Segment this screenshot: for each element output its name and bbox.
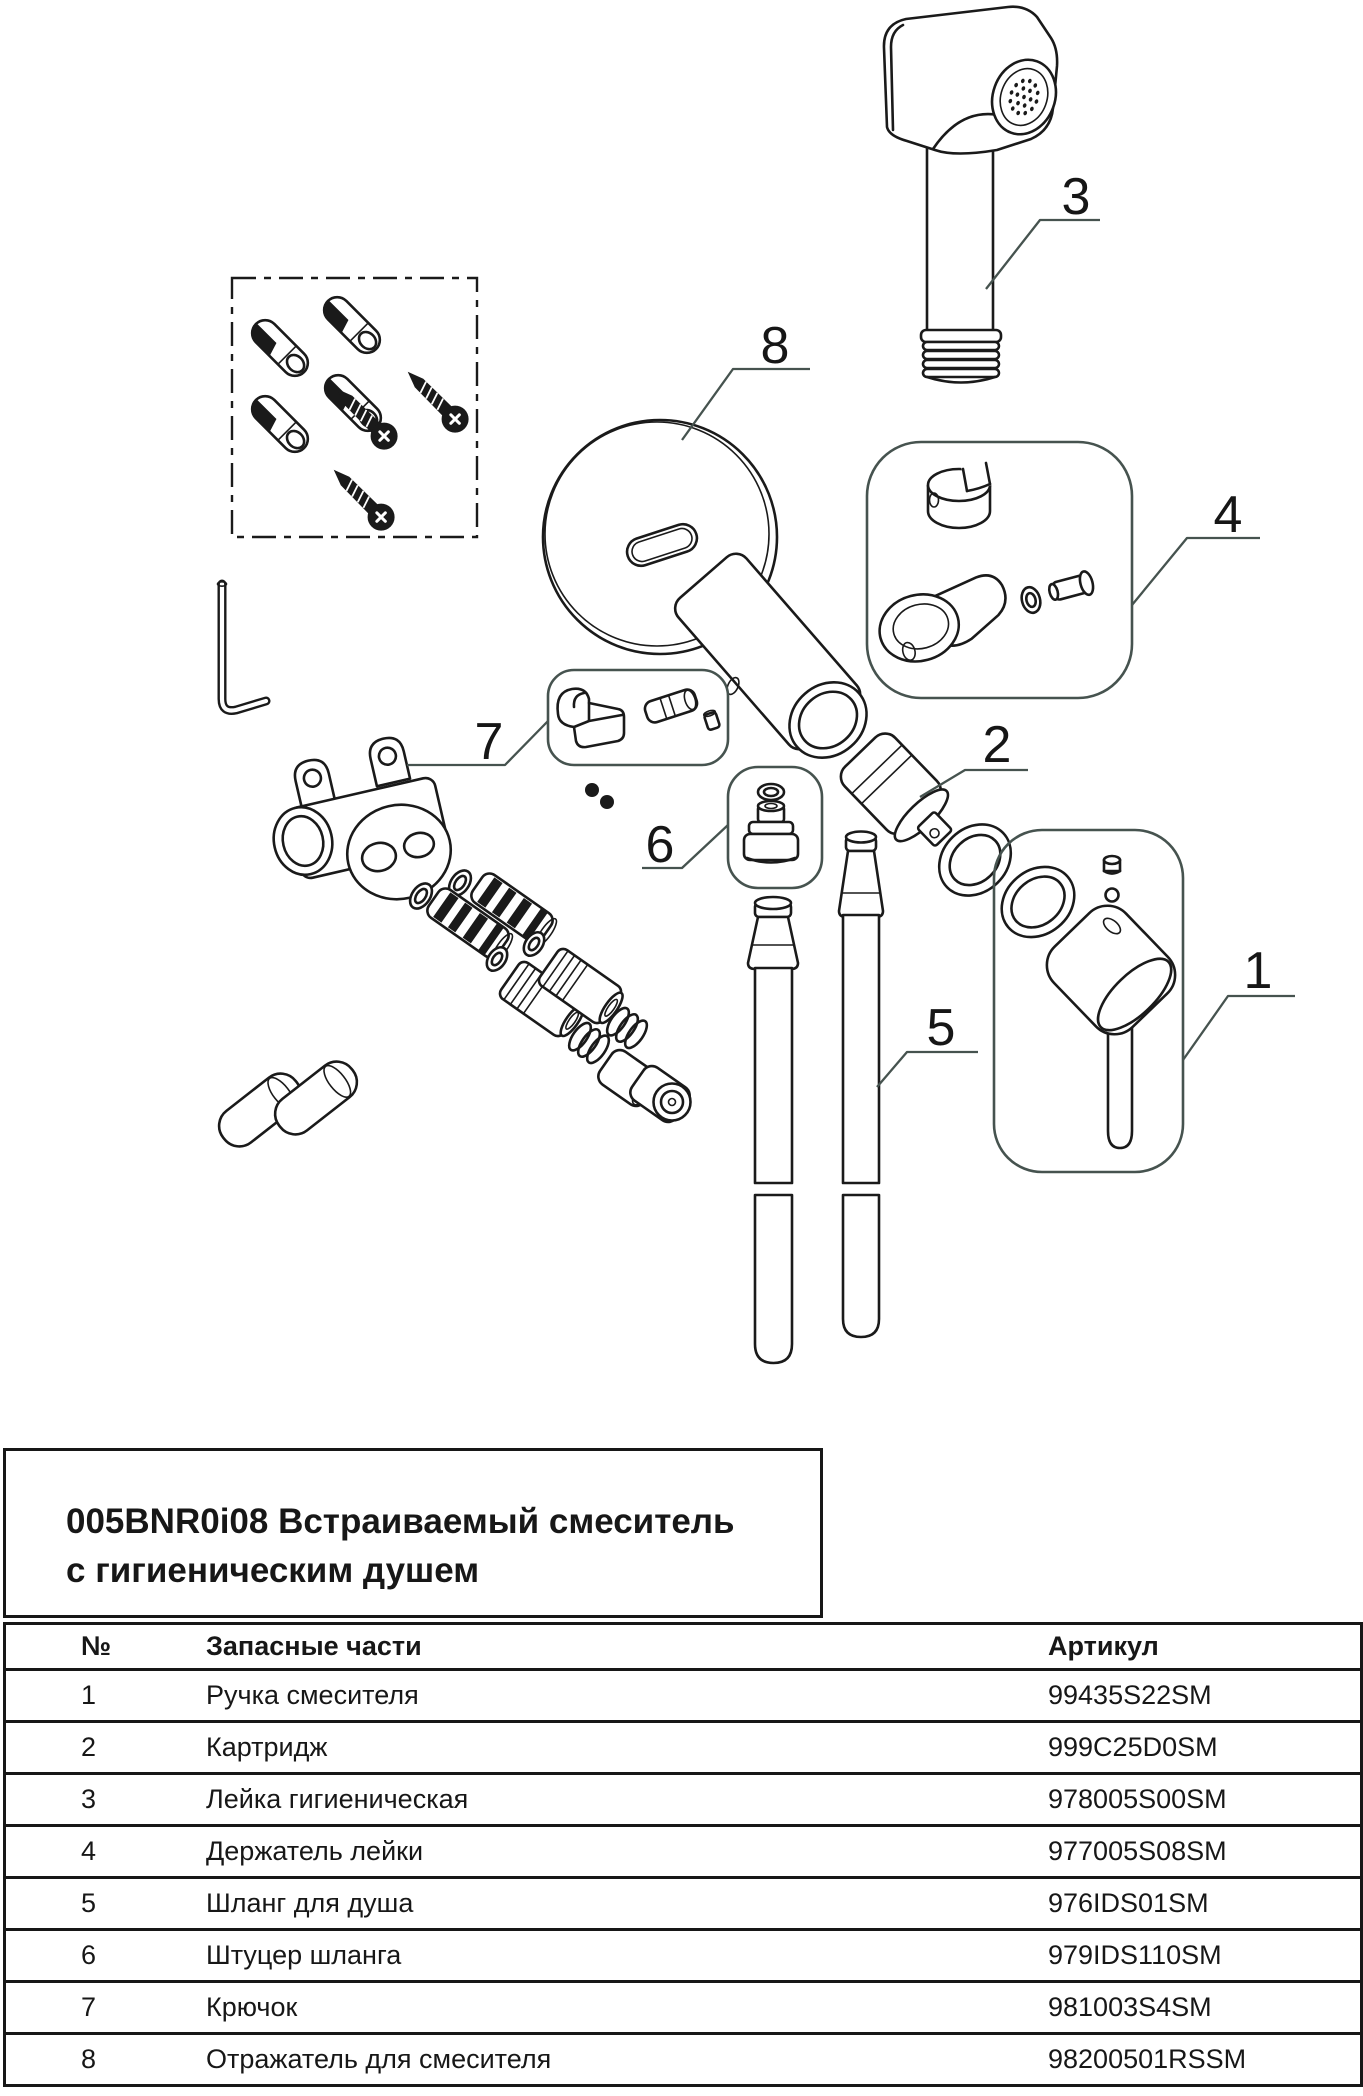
row-num: 4: [81, 1836, 97, 1866]
holder-clip-ring: [928, 461, 992, 528]
row-name: Держатель лейки: [206, 1836, 424, 1866]
hook-pin: [643, 688, 699, 725]
table-row: [6, 1668, 1360, 1720]
handle-kit-box: [988, 830, 1186, 1172]
row-name: Ручка смесителя: [206, 1680, 419, 1710]
wall-plugs-and-screws-kit: [232, 278, 477, 537]
row-sku: 978005S00SM: [1048, 1784, 1227, 1814]
hand-sprayer: [884, 7, 1066, 383]
hose-tube: [755, 968, 792, 1183]
hose-fitting: [839, 832, 883, 918]
row-sku: 98200501RSSM: [1048, 2044, 1247, 2074]
shower-hoses: [748, 832, 883, 1364]
table-row: [6, 1928, 1360, 1980]
table-row: [6, 1980, 1360, 2032]
row-sku: 981003S4SM: [1048, 1992, 1212, 2022]
mixer-spout-body: [669, 548, 881, 773]
mounting-screw: [327, 379, 403, 455]
table-header-row: [6, 1625, 1360, 1668]
row-num: 2: [81, 1732, 97, 1762]
holder-pin: [1047, 570, 1096, 605]
callout-2: 2: [982, 716, 1012, 774]
row-num: 5: [81, 1888, 97, 1918]
wall-plug: [247, 315, 313, 381]
row-sku: 99435S22SM: [1048, 1680, 1212, 1710]
row-name: Шланг для душа: [206, 1888, 414, 1918]
table-row: [6, 1772, 1360, 1824]
hose-nipple: [744, 801, 798, 863]
hook: [558, 689, 624, 747]
product-title-line2: с гигиеническим душем: [66, 1551, 480, 1590]
header-name: Запасные части: [206, 1631, 422, 1661]
table-row: [6, 1824, 1360, 1876]
rough-in-valve: [211, 735, 693, 1154]
holder-kit-box: [867, 442, 1132, 698]
row-name: Отражатель для смесителя: [206, 2044, 552, 2074]
parts-table: [3, 1622, 1363, 2087]
row-name: Лейка гигиеническая: [206, 1784, 469, 1814]
row-num: 8: [81, 2044, 97, 2074]
hose-fitting: [748, 897, 798, 969]
sprayer-holder: [872, 571, 1017, 670]
table-row: [6, 1720, 1360, 1772]
allen-key: [218, 582, 267, 711]
mounting-tab: [367, 735, 410, 786]
callout-3: 3: [1061, 168, 1091, 226]
grub-screws: [585, 783, 614, 809]
spacer-sleeve: [267, 1054, 364, 1142]
wall-plug: [247, 391, 313, 457]
handle-lever-rod: [1108, 1020, 1132, 1148]
hose-tube: [843, 915, 879, 1183]
wall-plug: [319, 292, 385, 358]
mounting-screw: [324, 460, 400, 536]
callout-6: 6: [645, 816, 675, 874]
table-row: [6, 1876, 1360, 1928]
row-num: 7: [81, 1992, 97, 2022]
callout-1: 1: [1243, 942, 1273, 1000]
header-num: №: [81, 1631, 112, 1661]
title-box: [3, 1448, 823, 1618]
product-title-line1: 005BNR0i08 Встраиваемый смеситель: [66, 1502, 735, 1541]
row-num: 1: [81, 1680, 97, 1710]
row-sku: 977005S08SM: [1048, 1836, 1227, 1866]
handle-set-screw: [1104, 856, 1120, 902]
callout-7: 7: [474, 713, 504, 771]
hook-nut: [703, 709, 720, 730]
callout-8: 8: [760, 317, 790, 375]
row-num: 3: [81, 1784, 97, 1814]
mounting-screw: [398, 362, 474, 438]
hook-kit-box: [548, 670, 728, 765]
row-name: Картридж: [206, 1732, 328, 1762]
hose-tube: [843, 1195, 879, 1337]
hose-tube: [755, 1195, 792, 1363]
row-sku: 979IDS110SM: [1048, 1940, 1222, 1970]
row-sku: 976IDS01SM: [1048, 1888, 1209, 1918]
table-row: [6, 2032, 1360, 2084]
row-name: Крючок: [206, 1992, 298, 2022]
row-num: 6: [81, 1940, 97, 1970]
callout-5: 5: [926, 999, 956, 1057]
row-name: Штуцер шланга: [206, 1940, 402, 1970]
row-sku: 999C25D0SM: [1048, 1732, 1218, 1762]
hose-nipple-box: [728, 767, 822, 888]
sprayer-thread: [923, 342, 999, 383]
callout-4: 4: [1213, 486, 1243, 544]
header-sku: Артикул: [1048, 1631, 1159, 1661]
